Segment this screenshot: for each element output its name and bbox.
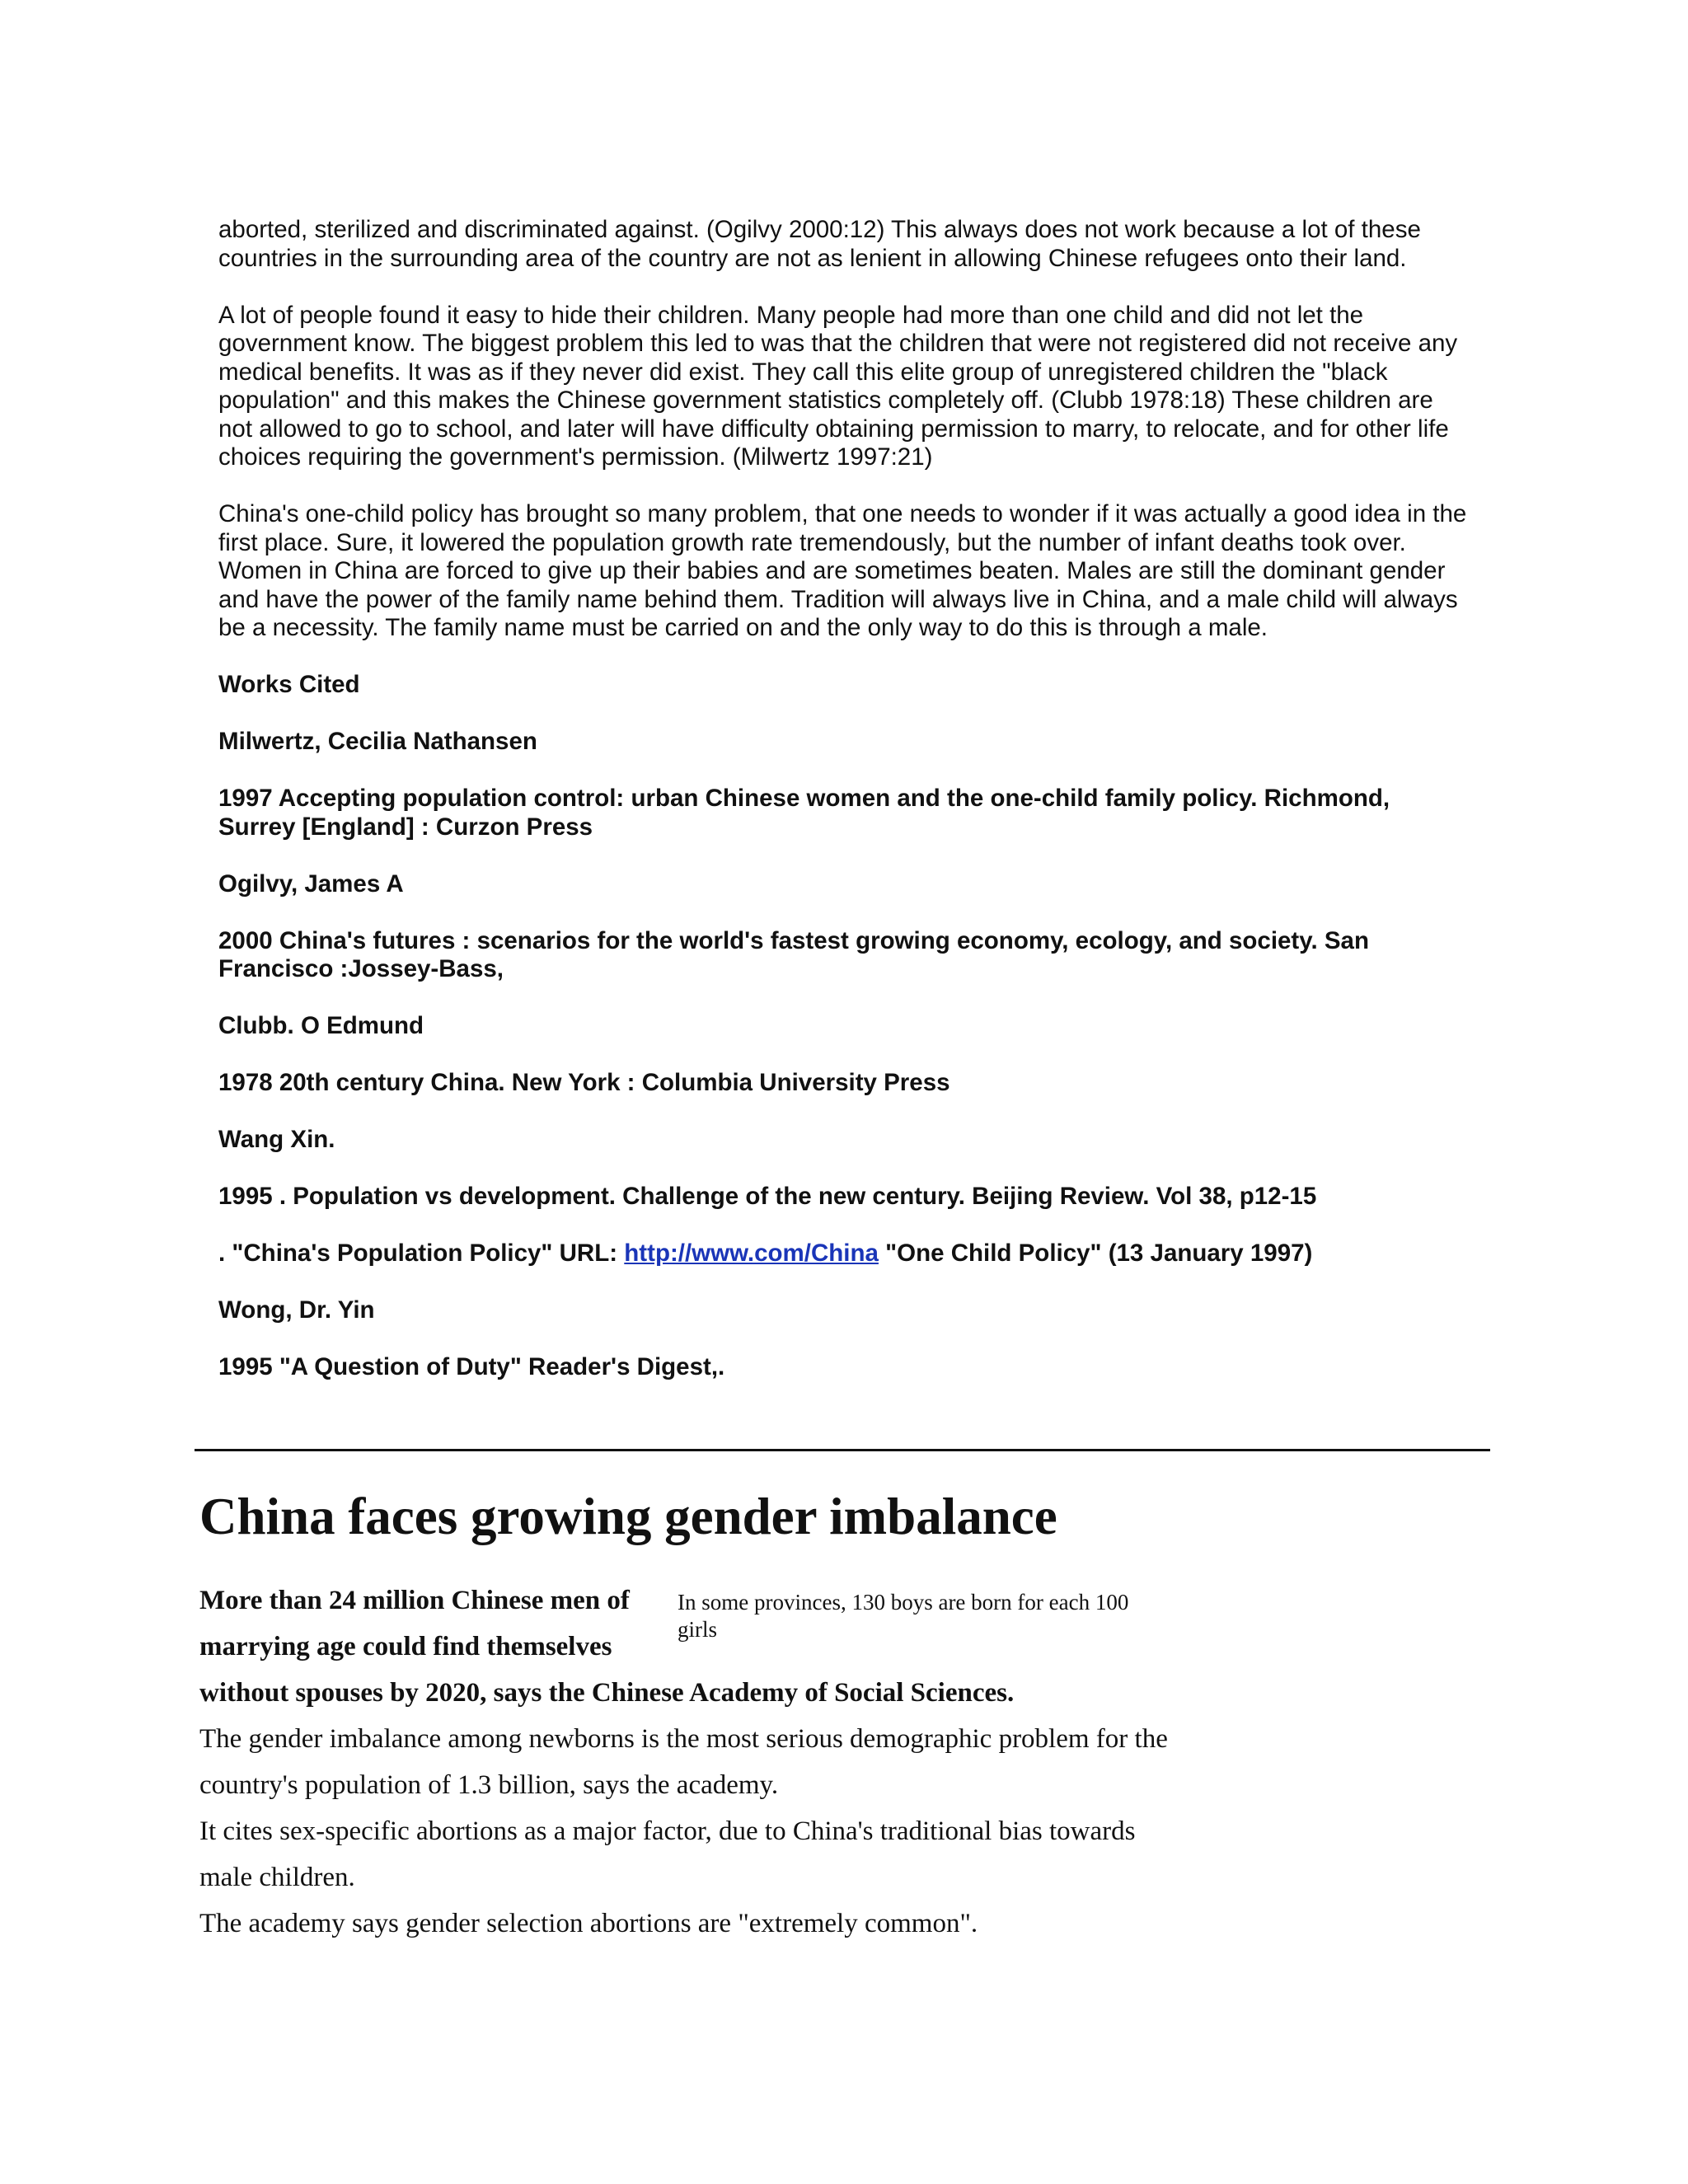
article-lead-block xyxy=(199,1577,1189,1716)
essay-paragraph: aborted, sterilized and discriminated against. (Ogilvy 2000:12) This always does not work because a lot of these countries in the surrounding area of the country are not as lenient in allowing Chinese refugees onto their land. xyxy=(218,216,1421,272)
citation-link[interactable]: http://www.com/China xyxy=(624,1240,879,1267)
article-paragraph: It cites sex-specific abortions as a major factor, due to China's traditional bias towards male children. xyxy=(199,1816,1136,1892)
citation-entry: 2000 China's futures : scenarios for the world's fastest growing economy, ecology, and society. San Francisco :Jossey-Bass, xyxy=(218,926,1369,982)
citation-url-entry xyxy=(218,1240,1471,1268)
citation-entry: Clubb. O Edmund xyxy=(218,1012,424,1039)
citation-entry: Milwertz, Cecilia Nathansen xyxy=(218,728,537,755)
citation-entry: Wang Xin. xyxy=(218,1126,335,1153)
essay-paragraph: China's one-child policy has brought so many problem, that one needs to wonder if it was actually a good idea in the first place. Sure, it lowered the population growth rate tremendously, but the number of infant deaths took over. Women in China are forced to give up their babies and are sometimes beaten. Males are still the dominant gender and have the power of the family name behind them. Tradition will always live in China, and a male child will always be a necessity. The family name must be carried on and the only way to do this is through a male. xyxy=(218,500,1467,641)
citation-entry: 1997 Accepting population control: urban Chinese women and the one-child family policy. Richmond, Surrey [England] : Curzon Press xyxy=(218,785,1390,841)
citation-entry: Wong, Dr. Yin xyxy=(218,1296,375,1324)
citation-entry: 1995 "A Question of Duty" Reader's Digest,. xyxy=(218,1353,725,1380)
citation-entry: 1978 20th century China. New York : Columbia University Press xyxy=(218,1069,950,1096)
citation-url-prefix: . "China's Population Policy" URL: xyxy=(218,1240,625,1267)
essay-section xyxy=(218,216,1471,1382)
citation-url-suffix: "One Child Policy" (13 January 1997) xyxy=(878,1240,1313,1267)
news-article xyxy=(199,1483,1189,1947)
citation-entry: Ogilvy, James A xyxy=(218,869,404,898)
article-lead: More than 24 million Chinese men of marrying age could find themselves without spouses by 2020, says the Chinese Academy of Social Sciences. xyxy=(199,1586,1015,1708)
article-headline: China faces growing gender imbalance xyxy=(199,1488,1057,1545)
article-paragraph: The academy says gender selection abortions are "extremely common". xyxy=(199,1909,978,1938)
citation-entry: 1995 . Population vs development. Challenge of the new century. Beijing Review. Vol 38, p12-15 xyxy=(218,1183,1317,1210)
essay-paragraph: A lot of people found it easy to hide their children. Many people had more than one child and did not let the government know. The biggest problem this led to was that the children that were not registered did not receive any medical benefits. It was as if they never did exist. They call this elite group of unregistered children the "black population" and this makes the Chinese government statistics completely off. (Clubb 1978:18) These children are not allowed to go to school, and later will have difficulty obtaining permission to marry, to relocate, and for other life choices requiring the government's permission. (Milwertz 1997:21) xyxy=(218,301,1458,471)
section-divider xyxy=(195,1449,1490,1451)
works-cited-heading: Works Cited xyxy=(218,671,360,698)
article-paragraph: The gender imbalance among newborns is the most serious demographic problem for the country's population of 1.3 billion, says the academy. xyxy=(199,1724,1168,1800)
image-caption: In some provinces, 130 boys are born for each 100 girls xyxy=(678,1590,1129,1642)
